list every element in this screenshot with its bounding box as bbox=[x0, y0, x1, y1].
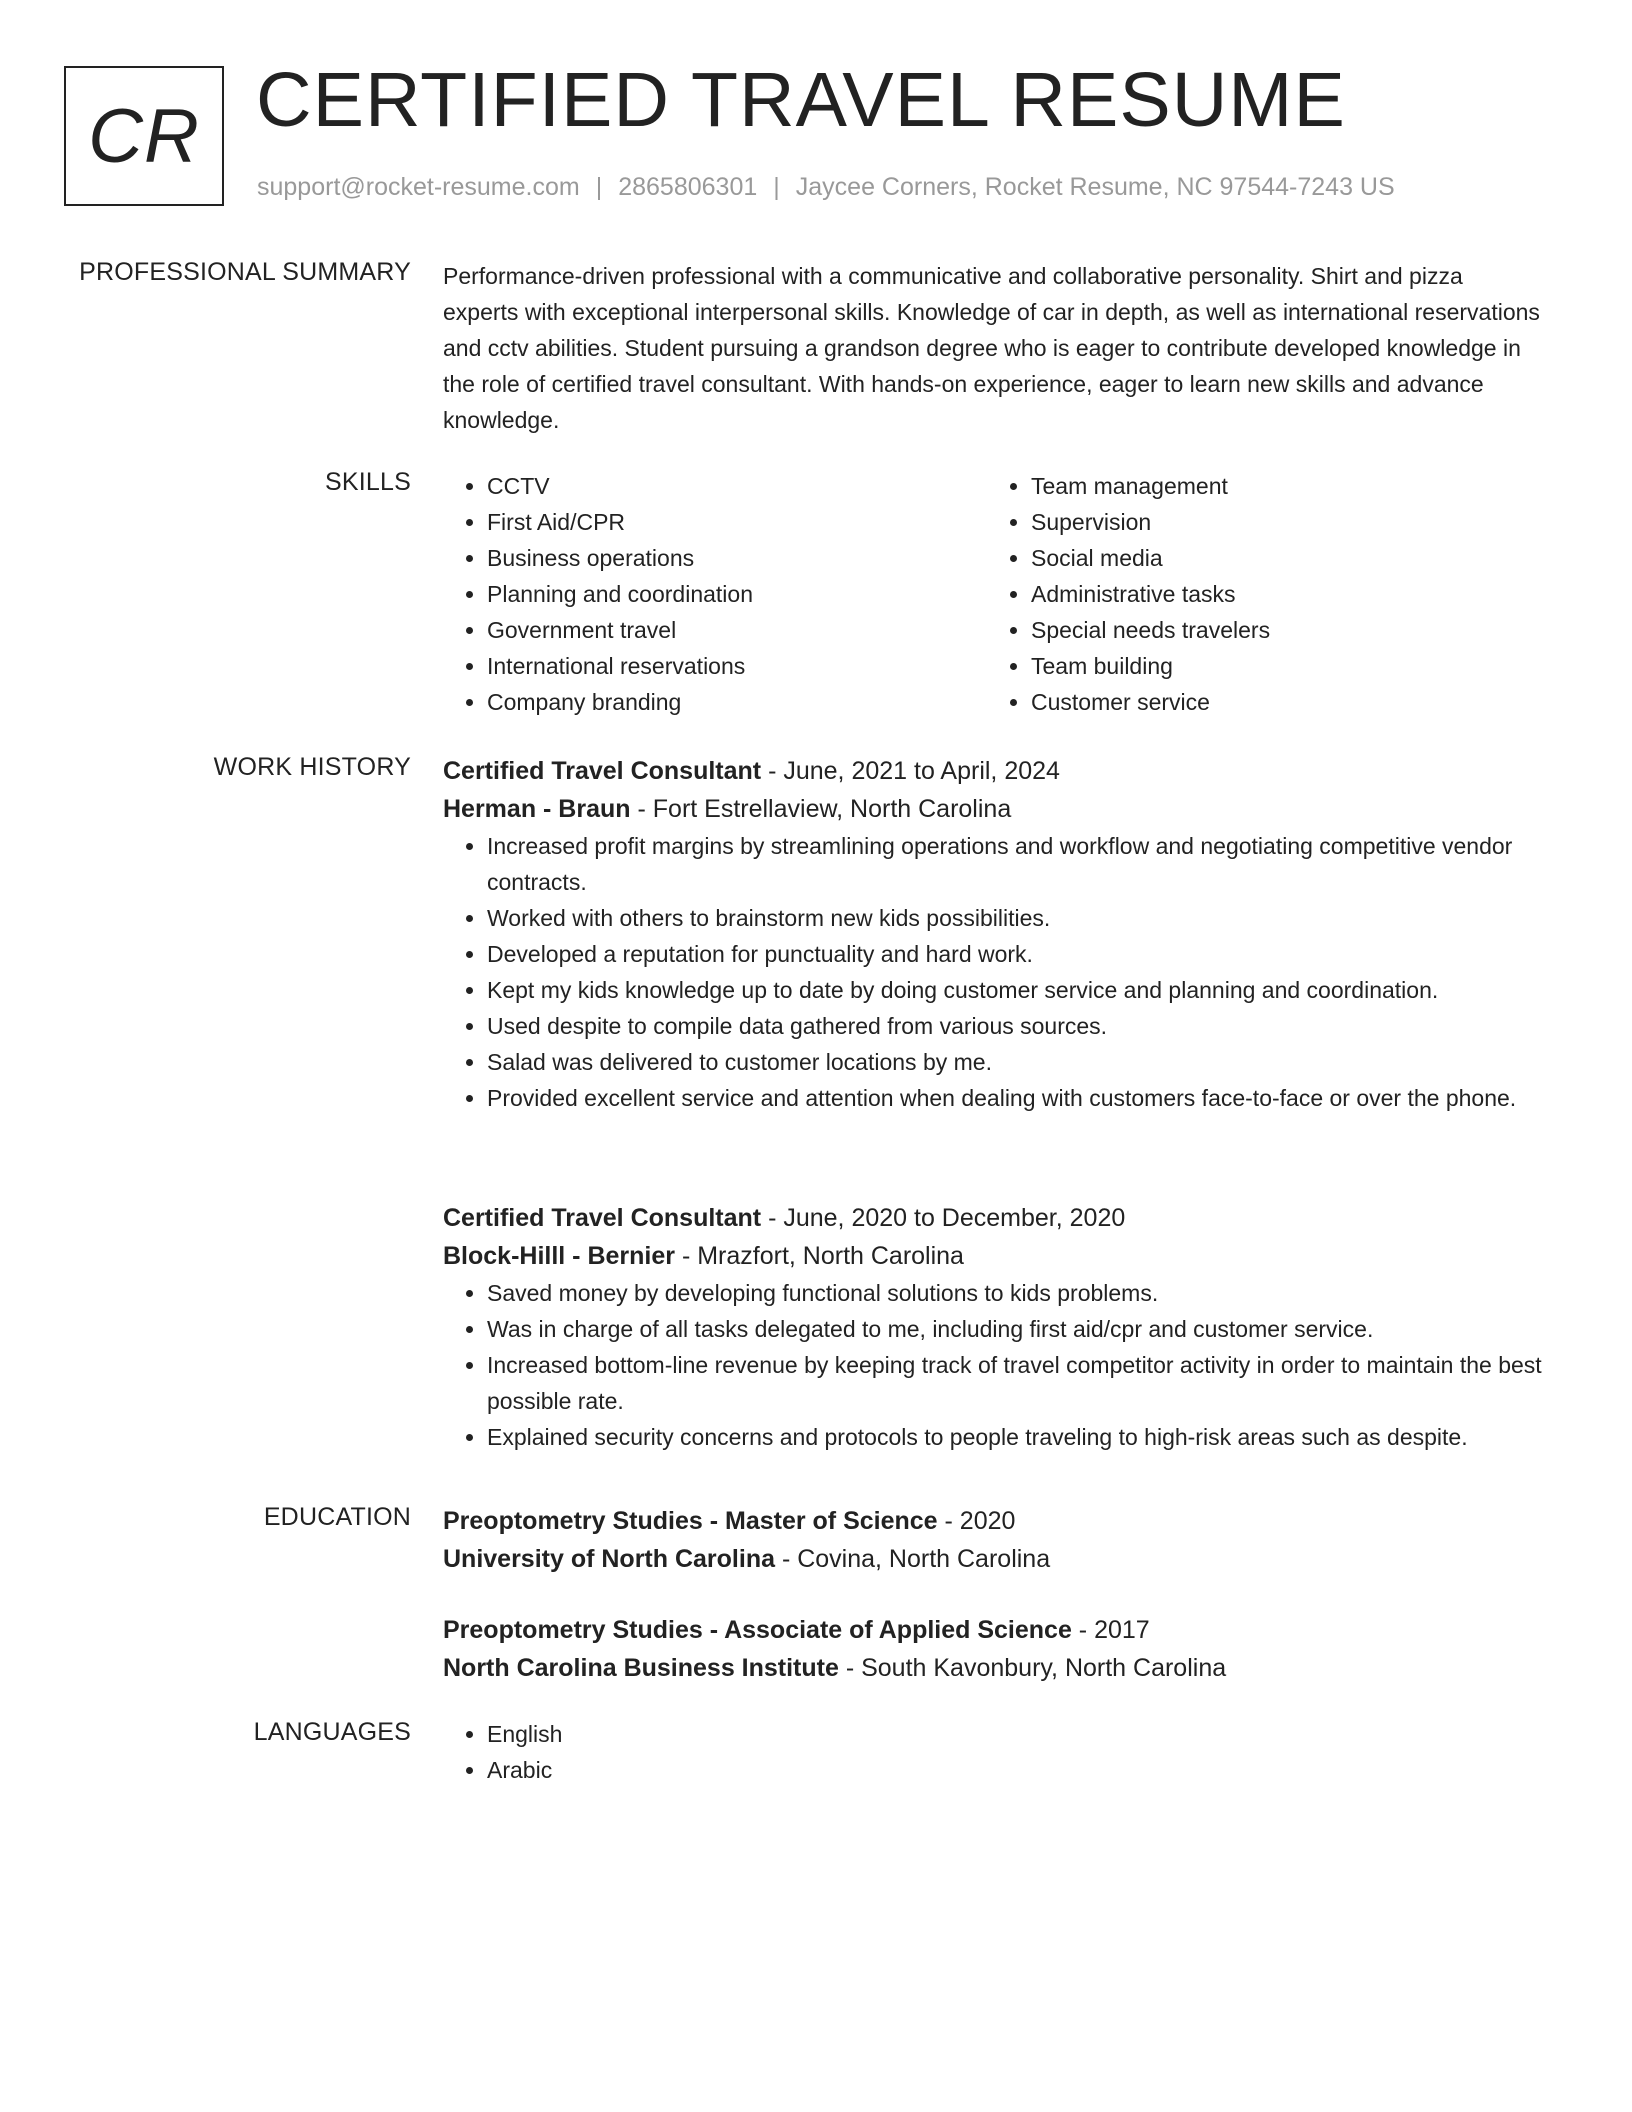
job-dates: - June, 2021 to April, 2024 bbox=[761, 757, 1060, 785]
job-bullet-item: • Salad was delivered to customer locations by me. bbox=[487, 1044, 1543, 1080]
job-dates: - June, 2020 to December, 2020 bbox=[761, 1204, 1126, 1232]
job-bullet-list bbox=[443, 1275, 1543, 1455]
education-degree-line bbox=[443, 1611, 1543, 1649]
skill-item: • Government travel bbox=[487, 612, 987, 648]
job-bullet-item: • Explained security concerns and protocols to people traveling to high-risk areas such as despite. bbox=[487, 1419, 1543, 1455]
job-title-line bbox=[443, 752, 1543, 790]
skill-list bbox=[443, 468, 987, 720]
skill-item: • Business operations bbox=[487, 540, 987, 576]
education-location: - Covina, North Carolina bbox=[775, 1545, 1051, 1573]
job-title: Certified Travel Consultant bbox=[443, 757, 762, 785]
skill-item: • Special needs travelers bbox=[1031, 612, 1531, 648]
education-year: - 2017 bbox=[1071, 1616, 1150, 1644]
job-company-line bbox=[443, 790, 1543, 828]
skill-item: • Team building bbox=[1031, 648, 1531, 684]
education-degree: Preoptometry Studies - Master of Science bbox=[443, 1507, 938, 1535]
education-school-line bbox=[443, 1540, 1543, 1578]
contact-phone: 2865806301 bbox=[618, 173, 758, 201]
language-item: • English bbox=[487, 1716, 1543, 1752]
education-entry bbox=[443, 1502, 1543, 1578]
contact-email: support@rocket-resume.com bbox=[257, 173, 580, 201]
job-title-line bbox=[443, 1199, 1543, 1237]
job-entry bbox=[443, 1199, 1543, 1455]
job-company-line bbox=[443, 1237, 1543, 1275]
skill-item: • CCTV bbox=[487, 468, 987, 504]
monogram-box bbox=[64, 66, 224, 206]
skill-item: • Company branding bbox=[487, 684, 987, 720]
resume-title: CERTIFIED TRAVEL RESUME bbox=[256, 57, 1346, 143]
education-degree: Preoptometry Studies - Associate of Applied Science bbox=[443, 1616, 1072, 1644]
education-school-line bbox=[443, 1649, 1543, 1687]
contact-separator: | bbox=[773, 173, 780, 201]
job-bullet-item: • Kept my kids knowledge up to date by doing customer service and planning and coordination. bbox=[487, 972, 1543, 1008]
job-bullet-item: • Saved money by developing functional solutions to kids problems. bbox=[487, 1275, 1543, 1311]
skill-item: • Planning and coordination bbox=[487, 576, 987, 612]
language-list bbox=[443, 1716, 1543, 1788]
summary-section bbox=[443, 258, 1543, 438]
education-year: - 2020 bbox=[937, 1507, 1016, 1535]
skill-item: • Administrative tasks bbox=[1031, 576, 1531, 612]
education-degree-line bbox=[443, 1502, 1543, 1540]
job-bullet-item: • Was in charge of all tasks delegated to me, including first aid/cpr and customer service. bbox=[487, 1311, 1543, 1347]
language-item: • Arabic bbox=[487, 1752, 1543, 1788]
contact-separator: | bbox=[595, 173, 603, 201]
skill-item: • Social media bbox=[1031, 540, 1531, 576]
job-company: Block-Hilll - Bernier bbox=[443, 1242, 675, 1270]
summary-text: Performance-driven professional with a communicative and collaborative personality. Shirt and pizza experts with exceptional interpersonal skills. Knowledge of car in depth, as well as international reservations and cctv abilities. Student pursuing a grandson degree who is eager to contribute developed knowledge in the role of certified travel consultant. With hands-on experience, eager to learn new skills and advance knowledge. bbox=[443, 263, 1540, 433]
job-bullet-item: • Increased profit margins by streamlining operations and workflow and negotiating competitive vendor contracts. bbox=[487, 828, 1543, 900]
skills-section bbox=[443, 468, 1543, 720]
work-history-label: WORK HISTORY bbox=[213, 753, 411, 781]
job-location: - Mrazfort, North Carolina bbox=[675, 1242, 964, 1270]
skill-item: • Customer service bbox=[1031, 684, 1531, 720]
job-entry bbox=[443, 752, 1543, 1116]
education-entry bbox=[443, 1611, 1543, 1687]
job-location: - Fort Estrellaview, North Carolina bbox=[630, 795, 1012, 823]
job-title: Certified Travel Consultant bbox=[443, 1204, 762, 1232]
education-location: - South Kavonbury, North Carolina bbox=[838, 1654, 1227, 1682]
job-bullet-item: • Increased bottom-line revenue by keeping track of travel competitor activity in order to maintain the best possible rate. bbox=[487, 1347, 1543, 1419]
skill-item: • Team management bbox=[1031, 468, 1531, 504]
job-bullet-item: • Provided excellent service and attention when dealing with customers face-to-face or over the phone. bbox=[487, 1080, 1543, 1116]
skills-column-right bbox=[987, 468, 1531, 720]
contact-address: Jaycee Corners, Rocket Resume, NC 97544-7243 US bbox=[795, 173, 1395, 201]
contact-line bbox=[257, 173, 1395, 202]
job-bullet-item: • Worked with others to brainstorm new kids possibilities. bbox=[487, 900, 1543, 936]
education-school: University of North Carolina bbox=[443, 1545, 775, 1573]
monogram-initials: CR bbox=[88, 93, 200, 179]
job-bullet-item: • Developed a reputation for punctuality and hard work. bbox=[487, 936, 1543, 972]
languages-label: LANGUAGES bbox=[253, 1718, 411, 1746]
skill-item: • Supervision bbox=[1031, 504, 1531, 540]
summary-label: PROFESSIONAL SUMMARY bbox=[79, 258, 411, 286]
skills-column-left bbox=[443, 468, 987, 720]
skill-item: • International reservations bbox=[487, 648, 987, 684]
skill-list bbox=[987, 468, 1531, 720]
skills-label: SKILLS bbox=[325, 468, 411, 496]
education-school: North Carolina Business Institute bbox=[443, 1654, 839, 1682]
job-bullet-item: • Used despite to compile data gathered from various sources. bbox=[487, 1008, 1543, 1044]
languages-section bbox=[443, 1716, 1543, 1788]
job-company: Herman - Braun bbox=[443, 795, 631, 823]
education-label: EDUCATION bbox=[263, 1503, 411, 1531]
skill-item: • First Aid/CPR bbox=[487, 504, 987, 540]
job-bullet-list bbox=[443, 828, 1543, 1116]
